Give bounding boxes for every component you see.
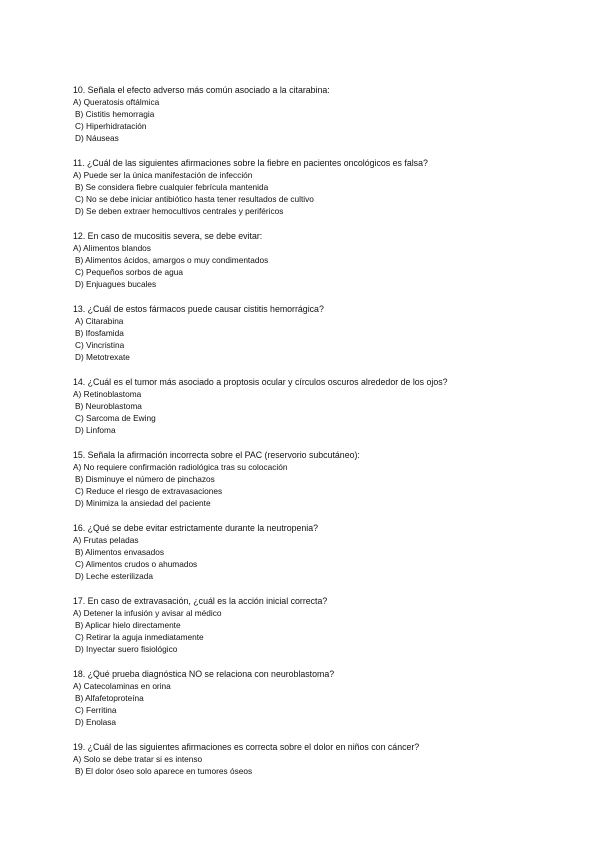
option-d: D) Enolasa bbox=[75, 717, 117, 728]
option-c: C) Hiperhidratación bbox=[75, 121, 147, 132]
option-b: B) Alimentos envasados bbox=[75, 547, 165, 557]
option-a: A) Detener la infusión y avisar al médico bbox=[73, 607, 222, 618]
option-a: A) Queratosis oftálmica bbox=[73, 97, 160, 108]
question-text: 10. Señala el efecto adverso más común asociado a la citarabina: bbox=[73, 85, 330, 95]
option-b: B) Aplicar hielo directamente bbox=[75, 619, 181, 630]
option-a: A) Alimentos blandos bbox=[73, 243, 151, 254]
option-d: D) Náuseas bbox=[75, 133, 119, 144]
option-a: A) Retinoblastoma bbox=[73, 388, 142, 399]
option-c: C) Alimentos crudos o ahumados bbox=[75, 559, 198, 570]
question-text: 12. En caso de mucositis severa, se debe evitar: bbox=[73, 230, 263, 241]
question-14 bbox=[73, 376, 573, 436]
question-text: 13. ¿Cuál de estos fármacos puede causar cistitis hemorrágica? bbox=[73, 303, 324, 314]
question-17 bbox=[73, 595, 573, 655]
question-text: 14. ¿Cuál es el tumor más asociado a proptosis ocular y círculos oscuros alrededor de los ojos? bbox=[73, 376, 448, 387]
option-a: A) Solo se debe tratar si es intenso bbox=[73, 753, 203, 764]
option-c: C) Pequeños sorbos de agua bbox=[75, 267, 183, 278]
question-text: 11. ¿Cuál de las siguientes afirmaciones sobre la fiebre en pacientes oncológicos es falsa? bbox=[73, 157, 428, 168]
option-d: D) Metotrexate bbox=[75, 352, 130, 363]
question-text: 19. ¿Cuál de las siguientes afirmaciones es correcta sobre el dolor en niños con cáncer? bbox=[73, 741, 420, 752]
option-d: D) Leche esterilizada bbox=[75, 571, 153, 582]
option-a: A) Puede ser la única manifestación de infección bbox=[73, 170, 253, 181]
question-16 bbox=[73, 522, 573, 582]
option-b: B) Cistitis hemorragia bbox=[75, 109, 155, 120]
question-13 bbox=[73, 303, 573, 363]
option-d: D) Se deben extraer hemocultivos centrales y periféricos bbox=[75, 206, 284, 217]
question-18 bbox=[73, 668, 573, 728]
option-d: D) Minimiza la ansiedad del paciente bbox=[75, 498, 211, 509]
question-text: 16. ¿Qué se debe evitar estrictamente durante la neutropenia? bbox=[73, 522, 318, 533]
option-c: C) Retirar la aguja inmediatamente bbox=[75, 632, 204, 643]
option-c: C) Ferritina bbox=[75, 705, 117, 716]
document-page bbox=[73, 84, 573, 790]
option-a: A) Frutas peladas bbox=[73, 534, 139, 545]
option-b: B) Alfafetoproteína bbox=[75, 692, 144, 703]
option-d: D) Linfoma bbox=[75, 425, 116, 436]
question-text: 15. Señala la afirmación incorrecta sobre el PAC (reservorio subcutáneo): bbox=[73, 449, 360, 460]
option-b: B) Disminuye el número de pinchazos bbox=[75, 474, 215, 485]
option-c: C) No se debe iniciar antibiótico hasta tener resultados de cultivo bbox=[75, 194, 314, 205]
question-10 bbox=[73, 84, 573, 144]
option-b: B) El dolor óseo solo aparece en tumores óseos bbox=[75, 765, 253, 776]
option-b: B) Neuroblastoma bbox=[75, 401, 142, 412]
option-b: B) Alimentos ácidos, amargos o muy condimentados bbox=[75, 255, 269, 266]
question-text: 17. En caso de extravasación, ¿cuál es la acción inicial correcta? bbox=[73, 595, 328, 606]
option-a: A) Catecolaminas en orina bbox=[73, 680, 171, 691]
option-b: B) Se considera fiebre cualquier febrícula mantenida bbox=[75, 182, 269, 193]
question-11 bbox=[73, 157, 573, 217]
option-d: D) Enjuagues bucales bbox=[75, 279, 157, 290]
question-19 bbox=[73, 741, 573, 777]
option-c: C) Reduce el riesgo de extravasaciones bbox=[75, 486, 223, 497]
option-c: C) Vincristina bbox=[75, 340, 125, 351]
question-15 bbox=[73, 449, 573, 509]
option-b: B) Ifosfamida bbox=[75, 328, 124, 339]
option-a: A) No requiere confirmación radiológica tras su colocación bbox=[73, 461, 288, 472]
option-d: D) Inyectar suero fisiológico bbox=[75, 644, 178, 655]
question-12 bbox=[73, 230, 573, 290]
option-c: C) Sarcoma de Ewing bbox=[75, 413, 156, 424]
option-a: A) Citarabina bbox=[75, 316, 124, 326]
question-text: 18. ¿Qué prueba diagnóstica NO se relaciona con neuroblastoma? bbox=[73, 668, 335, 679]
